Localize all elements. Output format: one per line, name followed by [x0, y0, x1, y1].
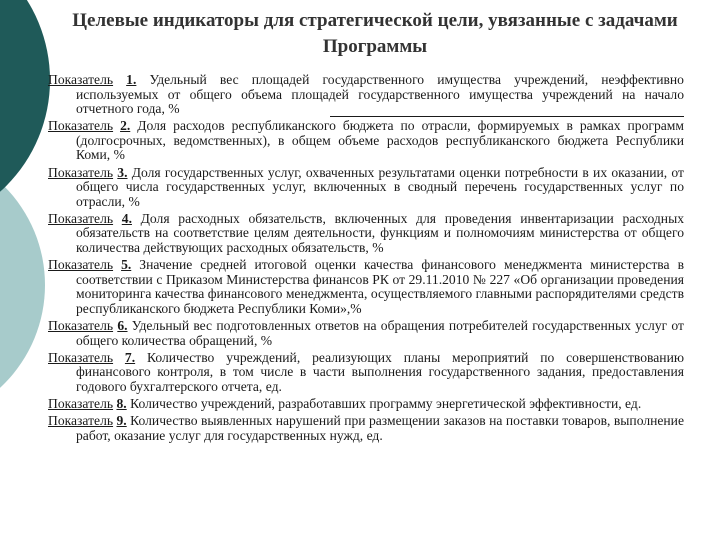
indicator-label: Показатель [48, 349, 114, 365]
indicator-text: Доля расходов республиканского бюджета по отрасли, формируемых в рамках программ (долгосрочных, ведомственных), в общем объеме расходов республиканского бюджета Республики Коми, % [76, 118, 684, 163]
indicator-item-8 [48, 397, 684, 412]
indicator-number: 3. [117, 164, 128, 180]
indicator-text: Количество учреждений, реализующих планы мероприятий по совершенствованию финансового контроля, в том числе в части выполнения государственного задания, предоставления годового бухгалтерского отчета, ед. [76, 349, 684, 394]
indicator-number: 5. [121, 257, 132, 273]
indicator-label: Показатель [48, 413, 114, 429]
indicator-item-4 [48, 212, 684, 256]
indicator-text: Удельный вес площадей государственного имущества учреждений, неэффективно используемых от общего объема площадей государственного имущества учреждений на начало отчетного года, % [76, 72, 684, 117]
indicator-number: 9. [116, 413, 127, 429]
indicator-number: 2. [120, 118, 131, 134]
horizontal-rule [330, 116, 684, 117]
title-line-1: Целевые индикаторы для стратегической цели, увязанные с задачами [72, 10, 678, 31]
indicator-list [48, 73, 684, 446]
indicator-item-7 [48, 351, 684, 395]
indicator-label: Показатель [48, 210, 114, 226]
slide-title [30, 8, 720, 60]
indicator-item-2 [48, 119, 684, 163]
indicator-number: 6. [117, 318, 128, 333]
indicator-text: Количество учреждений, разработавших программу энергетической эффективности, ед. [126, 395, 642, 411]
indicator-number: 1. [126, 72, 137, 87]
indicator-label: Показатель [48, 72, 114, 87]
indicator-text: Удельный вес подготовленных ответов на обращения потребителей государственных услуг от общего количества обращений, % [76, 318, 684, 348]
indicator-number: 4. [121, 210, 132, 226]
indicator-label: Показатель [48, 164, 114, 180]
indicator-text: Доля расходных обязательств, включенных для проведения инвентаризации расходных обязательств на соответствие целям деятельности, функциям и полномочиям министерства от общего количества действующих расходных обязательств, % [76, 210, 685, 256]
indicator-number: 7. [124, 349, 136, 365]
indicator-item-3 [48, 166, 684, 210]
indicator-label: Показатель [48, 257, 114, 273]
indicator-item-9 [48, 414, 684, 443]
indicator-item-6 [48, 319, 684, 348]
indicator-text: Количество выявленных нарушений при размещении заказов на поставки товаров, выполнение работ, оказание услуг для государственных нужд, ед. [76, 413, 684, 443]
indicator-text: Доля государственных услуг, охваченных результатами оценки потребности в их оказании, от общего числа государственных услуг, включенных в сводный перечень государственных услуг по отрасли, % [76, 164, 684, 209]
light-teal-circle [0, 145, 45, 425]
indicator-text: Значение средней итоговой оценки качества финансового менеджмента министерства в соответствии с Приказом Министерства финансов РК от 29.11.2010 № 227 «Об организации проведения мониторинга качества финансового менеджмента, осуществляемого главными распорядителями средств республиканского бюджета Республики Коми»,% [76, 257, 684, 316]
indicator-item-1 [48, 73, 684, 117]
indicator-label: Показатель [48, 395, 114, 411]
indicator-label: Показатель [48, 318, 114, 333]
indicator-item-5 [48, 258, 684, 316]
indicator-number: 8. [116, 395, 127, 411]
indicator-label: Показатель [48, 118, 114, 134]
title-line-2: Программы [322, 36, 428, 57]
